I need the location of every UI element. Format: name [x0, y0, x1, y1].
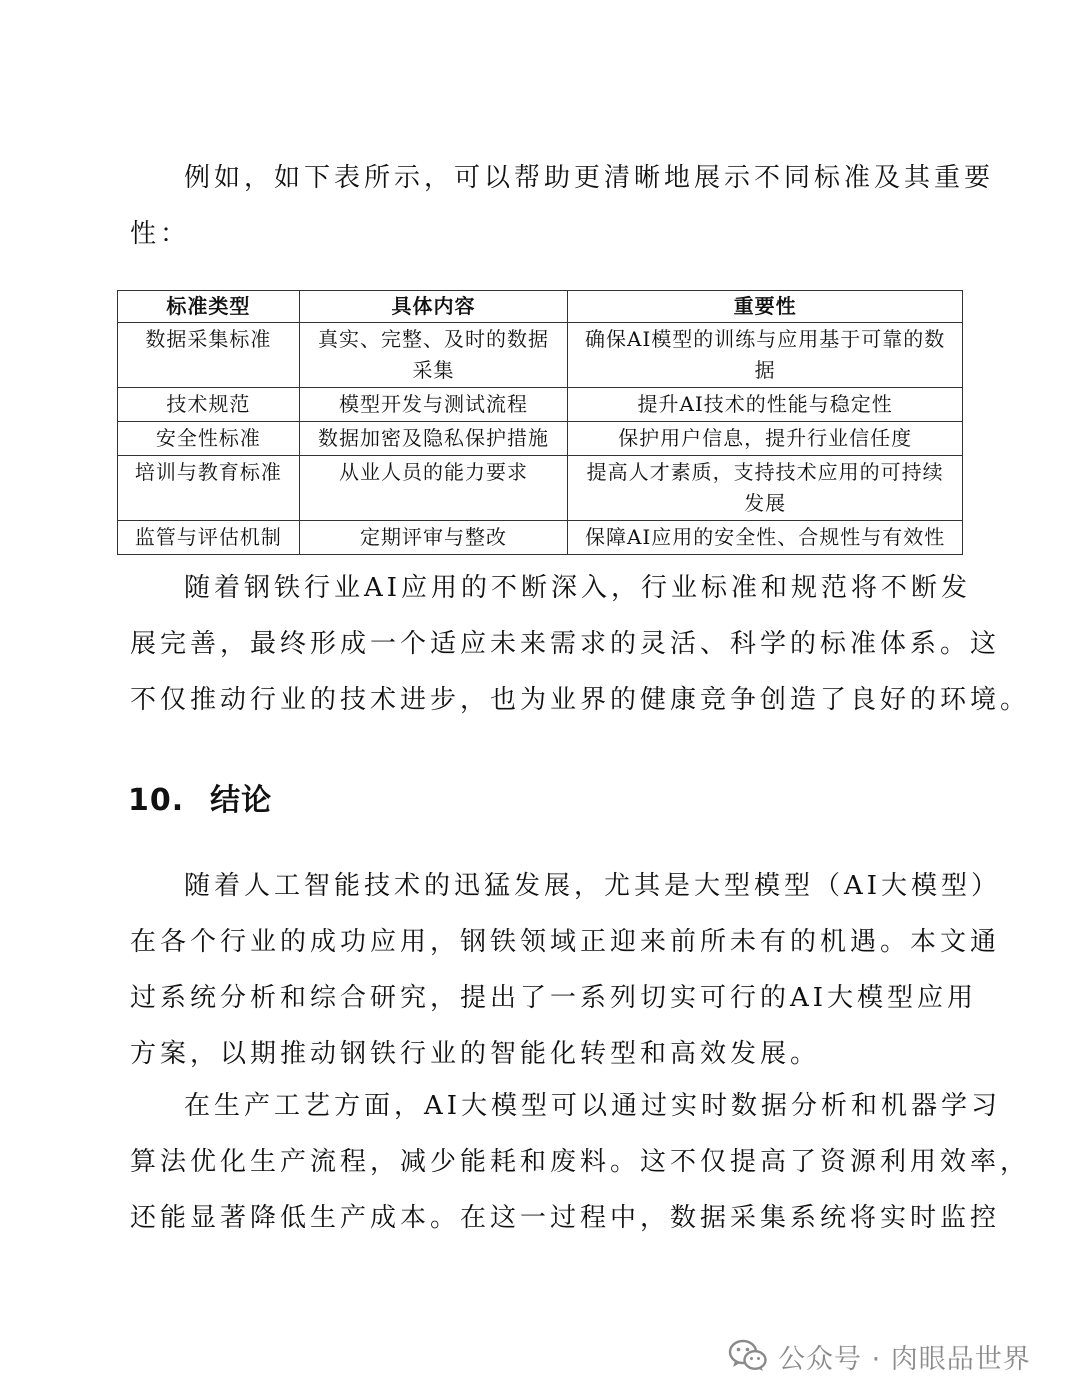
text-line: 在生产工艺方面，AI大模型可以通过实时数据分析和机器学习: [184, 1091, 1002, 1121]
cell-type: 数据采集标准: [118, 323, 300, 388]
text-line: 不仅推动行业的技术进步，也为业界的健康竞争创造了良好的环境。: [130, 685, 1031, 715]
table-row: [118, 456, 963, 521]
table-row: [118, 323, 963, 388]
cell-content: 从业人员的能力要求: [299, 456, 568, 521]
cell-content: 定期评审与整改: [299, 521, 568, 555]
text-line: 例如，如下表所示，可以帮助更清晰地展示不同标准及其重要: [184, 163, 995, 193]
cell-importance: 保障AI应用的安全性、合规性与有效性: [568, 521, 963, 555]
cell-importance: 确保AI模型的训练与应用基于可靠的数 据: [568, 323, 963, 388]
wechat-icon: [728, 1339, 768, 1373]
table-row: [118, 521, 963, 555]
cell-content: 模型开发与测试流程: [299, 388, 568, 422]
table-row: [118, 388, 963, 422]
cell-content: 数据加密及隐私保护措施: [299, 422, 568, 456]
text-line: 过系统分析和综合研究，提出了一系列切实可行的AI大模型应用: [130, 983, 978, 1013]
cell-type: 培训与教育标准: [118, 456, 300, 521]
cell-importance: 保护用户信息，提升行业信任度: [568, 422, 963, 456]
section-number: 10.: [128, 783, 185, 818]
text-line: 随着人工智能技术的迅猛发展，尤其是大型模型（AI大模型）: [184, 871, 1002, 901]
cell-type: 安全性标准: [118, 422, 300, 456]
table-row: [118, 422, 963, 456]
text-line: 方案，以期推动钢铁行业的智能化转型和高效发展。: [130, 1039, 821, 1069]
standards-table: [117, 290, 963, 555]
column-header-content: 具体内容: [299, 291, 568, 323]
column-header-type: 标准类型: [118, 291, 300, 323]
cell-type: 技术规范: [118, 388, 300, 422]
text-line: 算法优化生产流程，减少能耗和废料。这不仅提高了资源利用效率，: [130, 1147, 1031, 1177]
text-line: 性：: [130, 219, 191, 249]
text-line: 随着钢铁行业AI应用的不断深入，行业标准和规范将不断发: [184, 573, 972, 603]
watermark: [728, 1336, 1031, 1376]
conclusion-paragraph-1: [130, 858, 1002, 1082]
cell-content: 真实、完整、及时的数据 采集: [299, 323, 568, 388]
cell-importance: 提高人才素质，支持技术应用的可持续 发展: [568, 456, 963, 521]
standards-summary-paragraph: [130, 560, 1031, 728]
cell-type: 监管与评估机制: [118, 521, 300, 555]
section-heading: [128, 775, 272, 819]
text-line: 展完善，最终形成一个适应未来需求的灵活、科学的标准体系。这: [130, 629, 1001, 659]
table-header-row: [118, 291, 963, 323]
column-header-importance: 重要性: [568, 291, 963, 323]
intro-paragraph: [130, 150, 995, 262]
conclusion-paragraph-2: [130, 1078, 1031, 1246]
text-line: 还能显著降低生产成本。在这一过程中，数据采集系统将实时监控: [130, 1203, 1001, 1233]
section-title: 结论: [210, 783, 273, 818]
watermark-text: 公众号 · 肉眼品世界: [778, 1343, 1031, 1375]
cell-importance: 提升AI技术的性能与稳定性: [568, 388, 963, 422]
text-line: 在各个行业的成功应用，钢铁领域正迎来前所未有的机遇。本文通: [130, 927, 1001, 957]
